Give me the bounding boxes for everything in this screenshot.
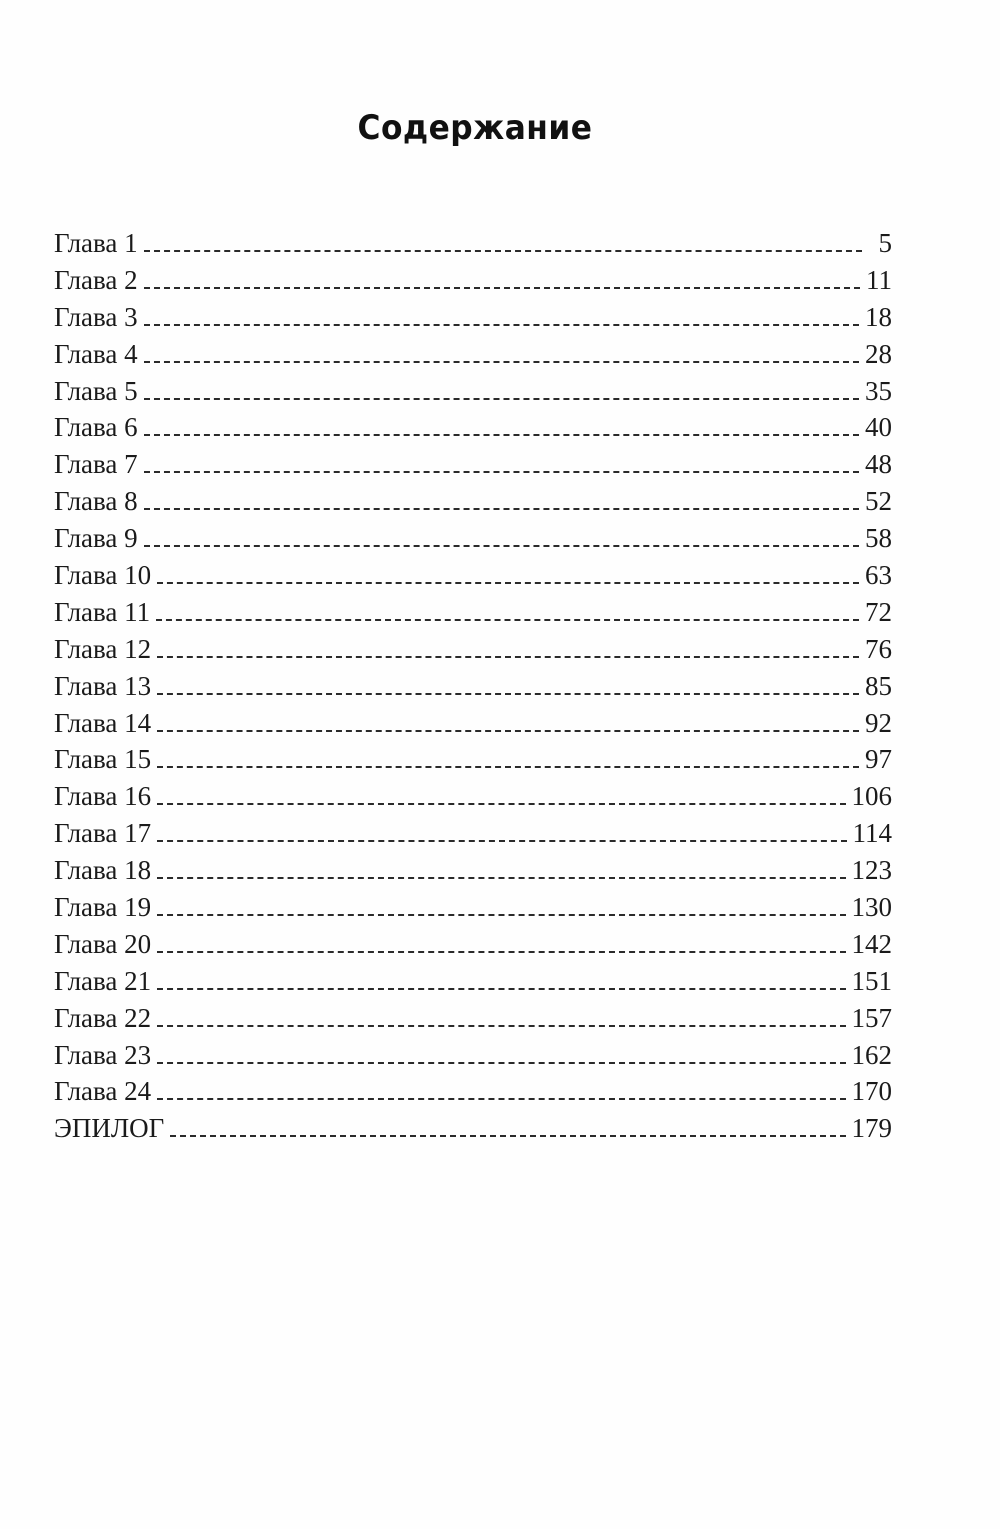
toc-entry <box>54 855 892 892</box>
toc-entry <box>54 966 892 1003</box>
toc-entry <box>54 560 892 597</box>
toc-entry-label: Глава 1 <box>54 228 138 258</box>
toc-entry-label: Глава 19 <box>54 892 152 923</box>
toc-entry-page-number: 151 <box>851 965 892 996</box>
toc-entry-label: Глава 5 <box>54 375 138 406</box>
toc-entry <box>54 1040 892 1077</box>
toc-dash-leader <box>157 914 845 916</box>
toc-entry-page-number: 63 <box>865 560 892 591</box>
toc-dash-leader <box>157 582 859 584</box>
toc-entry-page-number: 130 <box>851 892 892 923</box>
toc-entry-label: Глава 18 <box>54 855 152 886</box>
toc-entry <box>54 818 892 855</box>
toc-entry <box>54 523 892 560</box>
toc-dash-leader <box>157 1062 845 1064</box>
toc-dash-leader <box>157 951 845 953</box>
toc-entry-page-number: 142 <box>851 928 892 959</box>
toc-entry <box>54 1113 892 1150</box>
toc-dash-leader <box>144 361 859 363</box>
toc-entry-page-number: 58 <box>865 523 892 554</box>
toc-dash-leader <box>157 840 846 842</box>
toc-dash-leader <box>144 545 859 547</box>
toc-entry <box>54 1076 892 1113</box>
toc-entry-label: Глава 23 <box>54 1039 152 1070</box>
table-of-contents <box>54 228 892 1150</box>
toc-dash-leader <box>157 1025 845 1027</box>
toc-entry <box>54 708 892 745</box>
toc-entry-page-number: 28 <box>865 338 892 369</box>
toc-entry <box>54 412 892 449</box>
toc-entry-page-number: 48 <box>865 449 892 480</box>
toc-entry-label: Глава 21 <box>54 965 152 996</box>
toc-entry-page-number: 40 <box>865 412 892 443</box>
toc-entry-label: ЭПИЛОГ <box>54 1113 165 1144</box>
toc-entry-page-number: 97 <box>865 744 892 775</box>
toc-entry <box>54 376 892 413</box>
toc-entry-page-number: 72 <box>865 596 892 627</box>
toc-entry <box>54 892 892 929</box>
toc-entry-label: Глава 20 <box>54 928 152 959</box>
toc-entry-label: Глава 10 <box>54 560 152 591</box>
toc-entry <box>54 486 892 523</box>
toc-entry-label: Глава 16 <box>54 781 152 812</box>
toc-entry-page-number: 76 <box>865 633 892 664</box>
toc-entry-page-number: 92 <box>865 707 892 738</box>
toc-dash-leader <box>157 803 845 805</box>
toc-dash-leader <box>157 730 859 732</box>
toc-entry <box>54 597 892 634</box>
toc-dash-leader <box>157 988 845 990</box>
toc-dash-leader <box>157 693 859 695</box>
toc-entry-page-number: 52 <box>865 486 892 517</box>
toc-entry-label: Глава 2 <box>54 264 138 295</box>
toc-entry <box>54 929 892 966</box>
toc-entry <box>54 634 892 671</box>
toc-entry-label: Глава 24 <box>54 1076 152 1107</box>
toc-dash-leader <box>144 508 859 510</box>
toc-dash-leader <box>157 766 859 768</box>
toc-entry <box>54 1003 892 1040</box>
toc-entry-label: Глава 6 <box>54 412 138 443</box>
toc-entry-label: Глава 17 <box>54 818 152 849</box>
toc-entry <box>54 339 892 376</box>
toc-entry-label: Глава 15 <box>54 744 152 775</box>
toc-entry-page-number: 114 <box>852 818 892 849</box>
toc-entry-page-number: 162 <box>851 1039 892 1070</box>
toc-entry-label: Глава 22 <box>54 1002 152 1033</box>
toc-entry-page-number: 157 <box>851 1002 892 1033</box>
toc-entry-label: Глава 4 <box>54 338 138 369</box>
toc-entry-page-number: 170 <box>851 1076 892 1107</box>
toc-entry-label: Глава 7 <box>54 449 138 480</box>
toc-entry <box>54 449 892 486</box>
toc-dash-leader <box>144 398 859 400</box>
toc-entry <box>54 265 892 302</box>
toc-dash-leader <box>157 877 845 879</box>
toc-entry <box>54 744 892 781</box>
toc-dash-leader <box>157 1098 845 1100</box>
toc-dash-leader <box>144 324 859 326</box>
toc-entry <box>54 228 892 265</box>
toc-dash-leader <box>144 434 859 436</box>
toc-entry-page-number: 11 <box>866 264 892 295</box>
toc-entry <box>54 781 892 818</box>
toc-dash-leader <box>144 471 859 473</box>
toc-dash-leader <box>157 656 859 658</box>
toc-entry-label: Глава 11 <box>54 596 151 627</box>
toc-entry-label: Глава 13 <box>54 670 152 701</box>
toc-dash-leader <box>144 250 862 252</box>
toc-entry <box>54 671 892 708</box>
toc-entry-page-number: 179 <box>851 1113 892 1144</box>
toc-dash-leader <box>170 1135 845 1137</box>
toc-entry-label: Глава 8 <box>54 486 138 517</box>
toc-entry-page-number: 35 <box>865 375 892 406</box>
toc-entry-page-number: 106 <box>851 781 892 812</box>
toc-entry-page-number: 5 <box>878 228 892 258</box>
toc-entry-page-number: 85 <box>865 670 892 701</box>
toc-entry-label: Глава 9 <box>54 523 138 554</box>
toc-entry-label: Глава 14 <box>54 707 152 738</box>
toc-entry-page-number: 18 <box>865 301 892 332</box>
toc-entry-label: Глава 12 <box>54 633 152 664</box>
toc-entry-page-number: 123 <box>851 855 892 886</box>
toc-entry-label: Глава 3 <box>54 301 138 332</box>
toc-dash-leader <box>144 287 860 289</box>
toc-dash-leader <box>156 619 859 621</box>
toc-entry <box>54 302 892 339</box>
page-title: Содержание <box>357 108 593 148</box>
